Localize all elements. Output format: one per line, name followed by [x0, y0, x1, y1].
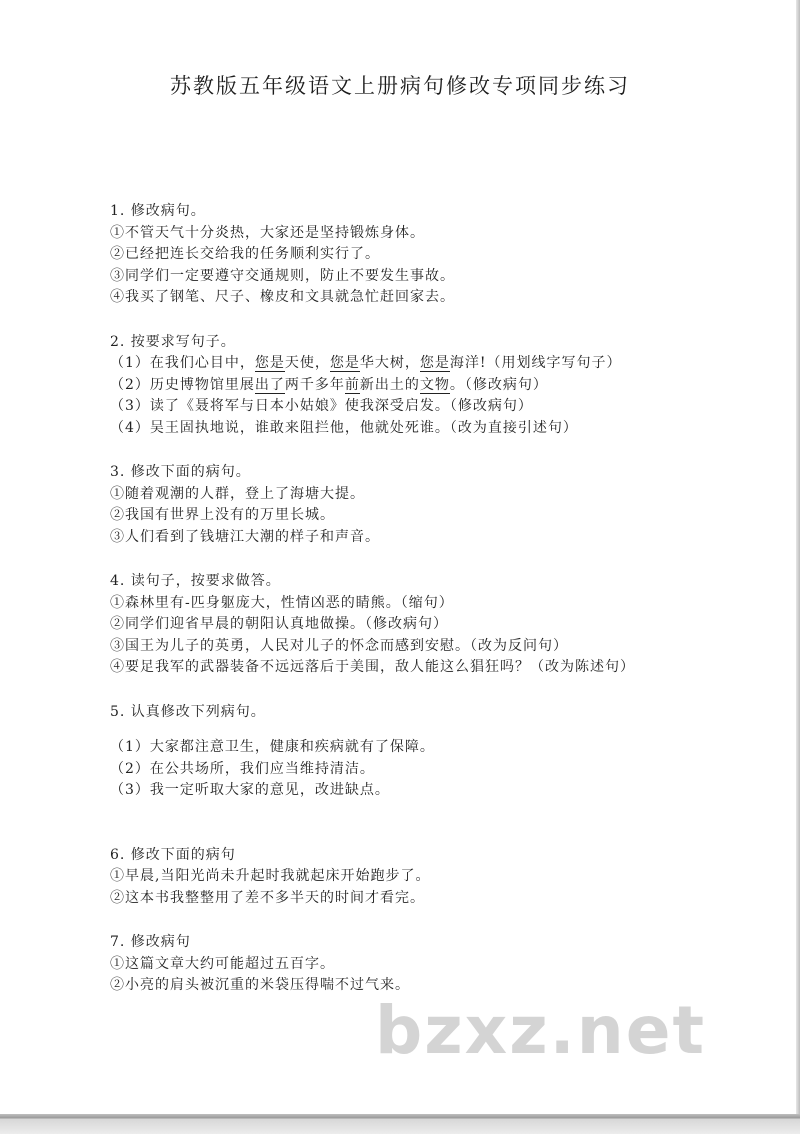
section-2 [110, 332, 690, 440]
exercise-item: ④我买了钢笔、尺子、橡皮和文具就急忙赶回家去。 [110, 289, 455, 305]
text-part: 海洋!（用划线字写句子） [449, 355, 622, 371]
exercise-item: （2）在公共场所，我们应当维持清洁。 [110, 760, 375, 777]
section-7 [110, 932, 690, 997]
section-heading: 1. 修改病句。 [110, 203, 206, 219]
exercise-item: ③同学们一定要遵守交通规则，防止不要发生事故。 [110, 267, 455, 284]
text-part: 新出土的 [359, 376, 420, 393]
underlined-text: 前 [344, 376, 360, 393]
exercise-item: ①早晨,当阳光尚未升起时我就起床开始跑步了。 [110, 868, 431, 884]
exercise-item: ①森林里有-匹身躯庞大，性情凶恶的睛熊。（缩句） [110, 594, 454, 611]
section-heading: 4. 读句子，按要求做答。 [110, 573, 281, 589]
underlined-text: 您是 [254, 355, 285, 371]
page-edge [796, 0, 800, 1134]
section-heading: 2. 按要求写句子。 [110, 333, 236, 350]
text-part: 两千多年 [284, 376, 345, 393]
spacer [110, 825, 690, 845]
exercise-item: ②已经把连长交给我的任务顺利实行了。 [110, 246, 380, 262]
exercise-item: （3）读了《聂将军与日本小姑娘》使我深受启发。（修改病句） [110, 398, 533, 414]
page-bottom-bar [0, 1114, 800, 1134]
text-part: （1）在我们心目中， [110, 355, 255, 371]
exercise-item: ②这本书我整整用了差不多半天的时间才看完。 [110, 889, 425, 906]
exercise-list [110, 201, 690, 1020]
text-part: （2）历史博物馆里展 [110, 376, 255, 393]
section-heading: 3. 修改下面的病句。 [110, 464, 251, 480]
exercise-item: ②小亮的肩头被沉重的米袋压得喘不过气来。 [110, 977, 410, 993]
exercise-item: ③国王为儿子的英勇，人民对儿子的怀念而感到安慰。（改为反问句） [110, 637, 568, 654]
exercise-item: ②我国有世界上没有的万里长城。 [110, 507, 335, 523]
section-4 [110, 571, 690, 679]
watermark-logo: bzxz.net [375, 992, 707, 1069]
spacer [110, 723, 690, 737]
exercise-item [110, 353, 690, 375]
exercise-item: （1）大家都注意卫生，健康和疾病就有了保障。 [110, 739, 435, 755]
exercise-item: ①不管天气十分炎热，大家还是坚持锻炼身体。 [110, 224, 425, 241]
section-5 [110, 702, 690, 802]
section-3 [110, 462, 690, 548]
underlined-text: 您是 [419, 355, 450, 371]
underlined-text: 出了 [254, 376, 285, 393]
underlined-text: 文物 [419, 376, 450, 393]
text-part: 。（修改病句） [449, 376, 548, 393]
section-1 [110, 201, 690, 309]
exercise-item: ①这篇文章大约可能超过五百字。 [110, 955, 335, 972]
document-title: 苏教版五年级语文上册病句修改专项同步练习 [170, 74, 630, 98]
section-heading: 5. 认真修改下列病句。 [110, 703, 266, 720]
exercise-item: ②同学们迎省早晨的朝阳认真地做操。（修改病句） [110, 616, 448, 632]
exercise-item: （4）吴王固执地说，谁敢来阻拦他，他就处死谁。（改为直接引述句） [110, 419, 578, 436]
underlined-text: 您是 [329, 355, 360, 371]
section-heading: 7. 修改病句 [110, 934, 191, 950]
exercise-item: ④要足我军的武器装备不远远落后于美围，敌人能这么猖狂吗？（改为陈述句） [110, 659, 635, 675]
exercise-item [110, 375, 690, 397]
exercise-item: ③人们看到了钱塘江大潮的样子和声音。 [110, 528, 380, 545]
section-6 [110, 845, 690, 910]
text-part: 天使， [284, 355, 330, 371]
text-part: 华大树， [359, 355, 420, 371]
exercise-item: ①随着观潮的人群，登上了海塘大提。 [110, 485, 365, 502]
exercise-item: （3）我一定听取大家的意见，改进缺点。 [110, 782, 390, 798]
section-heading: 6. 修改下面的病句 [110, 846, 236, 863]
